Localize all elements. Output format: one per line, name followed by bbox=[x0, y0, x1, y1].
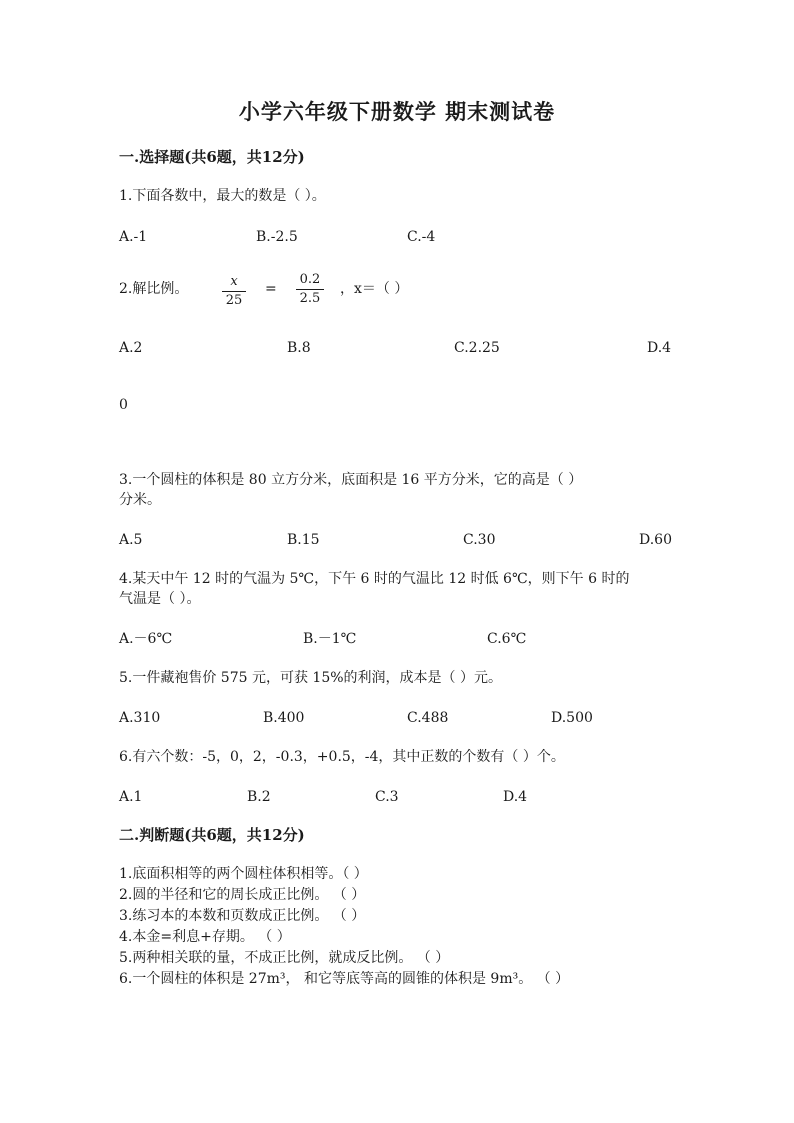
fraction-1-numerator: x bbox=[230, 274, 238, 289]
question-2-suffix: ，x＝（ ） bbox=[340, 281, 409, 297]
question-5-option-b: B.400 bbox=[263, 710, 305, 726]
question-5-option-a: A.310 bbox=[119, 710, 161, 726]
question-4-option-b: B.－1℃ bbox=[303, 631, 357, 647]
judgment-item-2: 2.圆的半径和它的周长成正比例。 （ ） bbox=[119, 887, 366, 903]
fraction-1-bar bbox=[222, 291, 246, 292]
question-5-text: 5.一件藏袍售价 575 元，可获 15%的利润，成本是（ ）元。 bbox=[119, 670, 502, 686]
question-4-option-c: C.6℃ bbox=[487, 631, 527, 647]
question-2-option-d: D.4 bbox=[647, 340, 672, 356]
question-2-option-overflow: 0 bbox=[119, 397, 128, 413]
fraction-x-over-25 bbox=[222, 275, 246, 309]
question-3-line-1: 3.一个圆柱的体积是 80 立方分米，底面积是 16 平方分米，它的高是（ ） bbox=[119, 472, 583, 488]
question-2-prefix: 2.解比例。 bbox=[119, 281, 189, 297]
question-2-option-b: B.8 bbox=[287, 340, 311, 356]
judgment-item-1: 1.底面积相等的两个圆柱体积相等。（ ） bbox=[119, 866, 368, 882]
fraction-2-numerator: 0.2 bbox=[299, 272, 321, 287]
question-4-line-1: 4.某天中午 12 时的气温为 5℃，下午 6 时的气温比 12 时低 6℃，则下午 6 时的 bbox=[119, 571, 630, 587]
question-4-option-a: A.－6℃ bbox=[119, 631, 173, 647]
question-5-option-d: D.500 bbox=[551, 710, 593, 726]
question-6-option-a: A.1 bbox=[119, 789, 143, 805]
judgment-item-3: 3.练习本的本数和页数成正比例。 （ ） bbox=[119, 908, 366, 924]
question-1-option-a: A.-1 bbox=[119, 229, 148, 245]
section-heading-true-false: 二.判断题(共6题，共12分) bbox=[119, 826, 305, 844]
question-4-line-2: 气温是（ ）。 bbox=[119, 591, 201, 607]
question-3-line-2: 分米。 bbox=[119, 492, 161, 508]
question-6-option-c: C.3 bbox=[375, 789, 399, 805]
question-1-option-c: C.-4 bbox=[407, 229, 436, 245]
fraction-2-bar bbox=[296, 289, 324, 290]
question-5-option-c: C.488 bbox=[407, 710, 449, 726]
question-2-option-a: A.2 bbox=[119, 340, 143, 356]
question-2-option-c: C.2.25 bbox=[454, 340, 500, 356]
section-heading-choice: 一.选择题(共6题，共12分) bbox=[119, 148, 305, 166]
question-3-option-c: C.30 bbox=[463, 532, 496, 548]
question-6-option-d: D.4 bbox=[503, 789, 528, 805]
page-title: 小学六年级下册数学 期末测试卷 bbox=[238, 99, 556, 124]
judgment-item-4: 4.本金=利息+存期。 （ ） bbox=[119, 929, 291, 945]
judgment-item-6: 6.一个圆柱的体积是 27m³， 和它等底等高的圆锥的体积是 9m³。 （ ） bbox=[119, 971, 570, 987]
question-3-option-a: A.5 bbox=[119, 532, 143, 548]
fraction-02-over-25 bbox=[296, 273, 324, 307]
judgment-item-5: 5.两种相关联的量，不成正比例，就成反比例。 （ ） bbox=[119, 950, 450, 966]
question-3-option-d: D.60 bbox=[639, 532, 672, 548]
question-6-option-b: B.2 bbox=[247, 789, 271, 805]
fraction-2-denominator: 2.5 bbox=[299, 291, 321, 307]
question-1-option-b: B.-2.5 bbox=[256, 229, 298, 245]
question-1-text: 1.下面各数中，最大的数是（ ）。 bbox=[119, 188, 326, 204]
equals-sign: = bbox=[265, 281, 277, 297]
question-3-option-b: B.15 bbox=[287, 532, 320, 548]
question-6-text: 6.有六个数：-5，0，2，-0.3，+0.5，-4，其中正数的个数有（ ）个。 bbox=[119, 749, 565, 765]
fraction-1-denominator: 25 bbox=[225, 293, 243, 309]
